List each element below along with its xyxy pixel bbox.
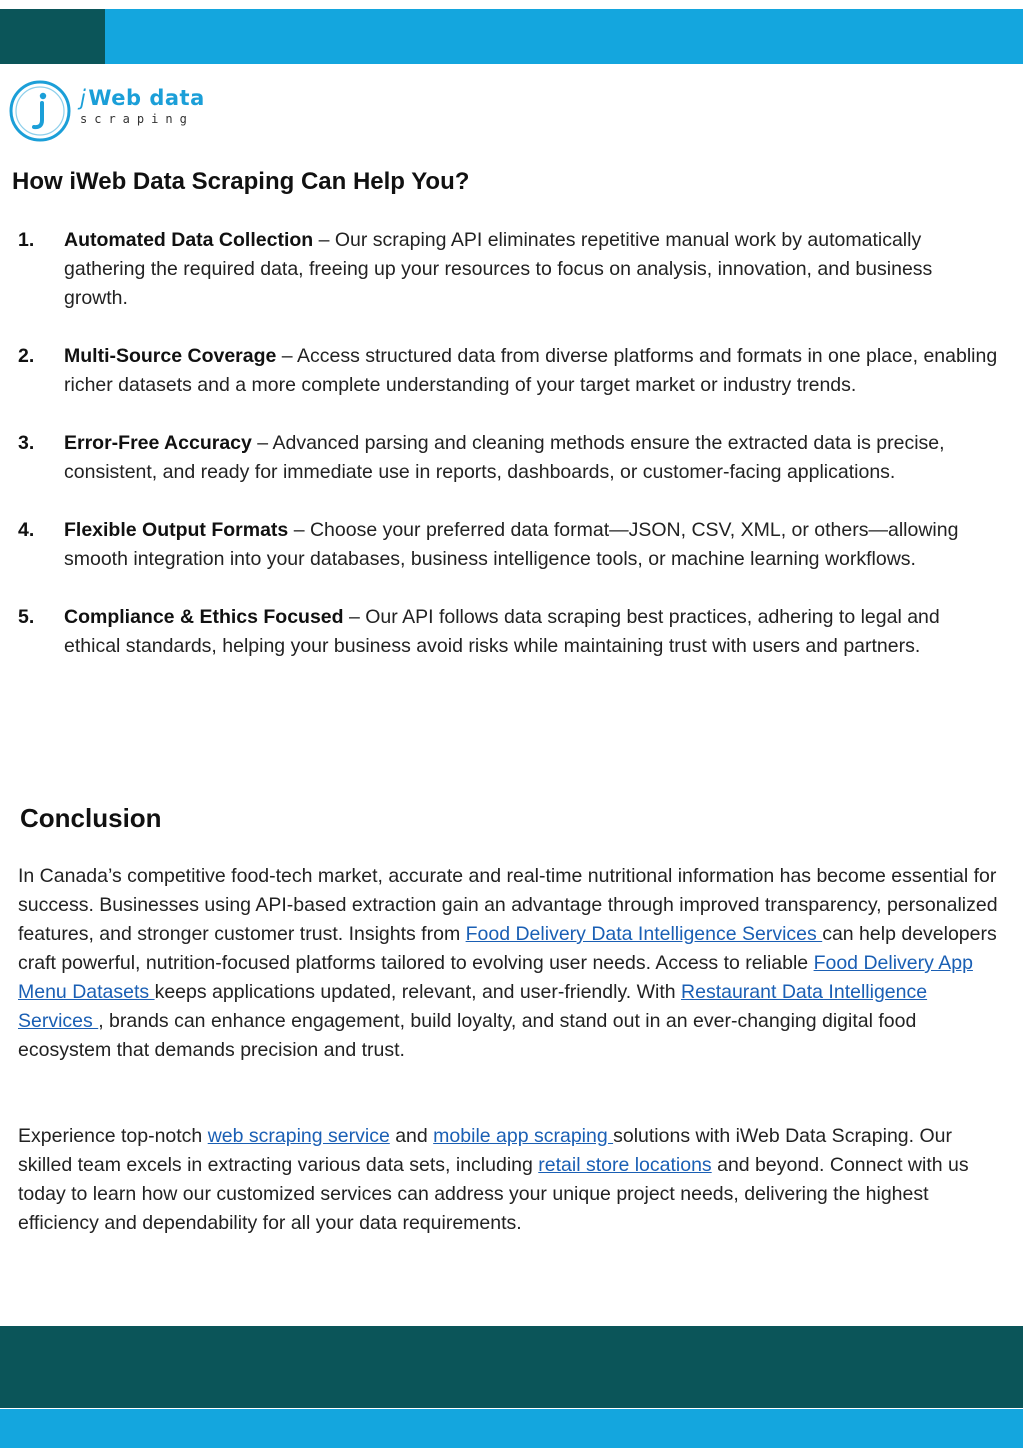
list-item bbox=[18, 226, 998, 313]
list-item-text: – Our scraping API eliminates repetitive manual work by automatically gathering the required data, freeing up your resources to focus on analysis, innovation, and business growth. bbox=[64, 229, 933, 309]
paragraph-text: , brands can enhance engagement, build loyalty, and stand out in an ever-changing digital food ecosystem that demands precision and trust. bbox=[18, 1010, 917, 1061]
list-item bbox=[18, 603, 998, 661]
list-item-number: 5. bbox=[18, 606, 35, 628]
list-item-heading: Flexible Output Formats bbox=[64, 519, 289, 541]
page-title: How iWeb Data Scraping Can Help You? bbox=[12, 168, 470, 195]
list-item-text: – Our API follows data scraping best practices, adhering to legal and ethical standards, helping your business avoid risks while maintaining trust with users and partners. bbox=[64, 606, 940, 657]
list-item-heading: Automated Data Collection bbox=[64, 229, 314, 251]
list-item-heading: Multi-Source Coverage bbox=[64, 345, 277, 367]
footer-accent-bar bbox=[0, 1409, 1023, 1448]
paragraph-text: In Canada’s competitive food-tech market, accurate and real-time nutritional information has become essential for success. Businesses using API-based extraction gain an advantage through improved transparency, personalized features, and stronger customer trust. Insights from bbox=[18, 865, 998, 945]
header-accent-block bbox=[0, 9, 105, 64]
header-bar bbox=[0, 9, 1023, 64]
list-item-number: 3. bbox=[18, 432, 35, 454]
paragraph-text: keeps applications updated, relevant, and user-friendly. With bbox=[154, 981, 682, 1003]
call-to-action-paragraph bbox=[18, 1122, 1003, 1238]
conclusion-paragraph bbox=[18, 862, 1003, 1065]
list-item-heading: Error-Free Accuracy bbox=[64, 432, 252, 454]
paragraph-text: can help developers craft powerful, nutrition-focused platforms tailored to evolving user needs. Access to reliable bbox=[18, 923, 997, 974]
mobile-app-scraping-link[interactable]: mobile app scraping bbox=[433, 1125, 614, 1147]
logo-subtitle: scraping bbox=[80, 112, 194, 126]
logo-circle-icon bbox=[8, 76, 74, 146]
paragraph-text: solutions with iWeb Data Scraping. Our skilled team excels in extracting various data sets, including bbox=[18, 1125, 952, 1176]
logo-brand bbox=[80, 86, 205, 110]
company-logo bbox=[8, 76, 238, 146]
list-item-text: – Advanced parsing and cleaning methods ensure the extracted data is precise, consistent, and ready for immediate use in reports, dashboards, or customer-facing applications. bbox=[64, 432, 945, 483]
list-item-text: – Access structured data from diverse platforms and formats in one place, enabling richer datasets and a more complete understanding of your target market or industry trends. bbox=[64, 345, 998, 396]
conclusion-heading: Conclusion bbox=[20, 803, 162, 833]
benefits-list bbox=[18, 226, 998, 690]
paragraph-text: and beyond. Connect with us today to learn how our customized services can address your unique project needs, delivering the highest efficiency and dependability for all your data requirements. bbox=[18, 1154, 969, 1234]
footer-bar bbox=[0, 1326, 1023, 1408]
list-item-number: 2. bbox=[18, 345, 35, 367]
paragraph-text: Experience top-notch bbox=[18, 1125, 208, 1147]
menu-datasets-link[interactable]: Food Delivery App Menu Datasets bbox=[18, 952, 973, 1003]
list-item bbox=[18, 516, 998, 574]
logo-wordmark bbox=[80, 86, 205, 126]
web-scraping-service-link[interactable]: web scraping service bbox=[207, 1125, 390, 1147]
restaurant-intelligence-link[interactable]: Restaurant Data Intelligence Services bbox=[18, 981, 928, 1032]
retail-store-locations-link[interactable]: retail store locations bbox=[538, 1154, 712, 1176]
logo-brand-text: Web data bbox=[88, 86, 205, 110]
paragraph-text: and bbox=[389, 1125, 434, 1147]
list-item-text: – Choose your preferred data format—JSON, CSV, XML, or others—allowing smooth integration into your databases, business intelligence tools, or machine learning workflows. bbox=[64, 519, 959, 570]
list-item-number: 1. bbox=[18, 229, 35, 251]
list-item-number: 4. bbox=[18, 519, 35, 541]
list-item bbox=[18, 429, 998, 487]
logo-brand-j: j bbox=[80, 86, 87, 110]
list-item bbox=[18, 342, 998, 400]
list-item-heading: Compliance & Ethics Focused bbox=[64, 606, 344, 628]
food-delivery-intelligence-link[interactable]: Food Delivery Data Intelligence Services bbox=[465, 923, 823, 945]
